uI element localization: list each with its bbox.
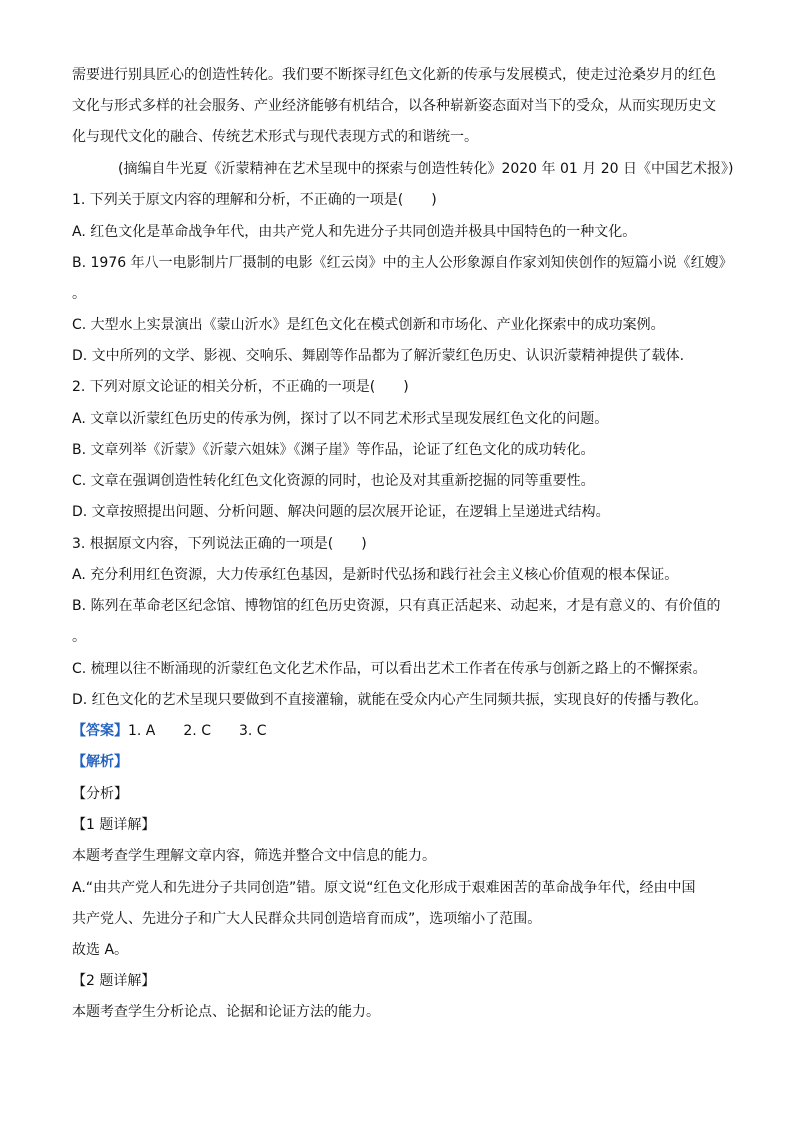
passage-line: 文化与形式多样的社会服务、产业经济能够有机结合，以各种崭新姿态面对当下的受众，从而实现历史文	[72, 98, 716, 114]
q3-stem: 3. 根据原文内容，下列说法正确的一项是( )	[72, 536, 367, 552]
q1-option-b: B. 1976 年八一电影制片厂摄制的电影《红云岗》中的主人公形象源自作家刘知侠创作的短篇小说《红嫂》	[72, 255, 733, 271]
q1-option-d: D. 文中所列的文学、影视、交响乐、舞剧等作品都为了解沂蒙红色历史、认识沂蒙精神提供了载体.	[72, 348, 685, 364]
fenxi-label: 【分析】	[72, 786, 128, 802]
source-citation: (摘编自牛光夏《沂蒙精神在艺术呈现中的探索与创造性转化》2020 年 01 月 20 日《中国艺术报》)	[118, 161, 734, 177]
q1-detail-label: 【1 题详解】	[72, 817, 156, 833]
answer-label: 【答案】	[72, 723, 128, 739]
passage-line: 需要进行别具匠心的创造性转化。我们要不断探寻红色文化新的传承与发展模式，使走过沧桑岁月的红色	[72, 67, 716, 83]
q3-option-d: D. 红色文化的艺术呈现只要做到不直接灌输，就能在受众内心产生同频共振，实现良好的传播与教化。	[72, 692, 708, 708]
q2-option-a: A. 文章以沂蒙红色历史的传承为例，探讨了以不同艺术形式呈现发展红色文化的问题。	[72, 411, 609, 427]
passage-line: 化与现代文化的融合、传统艺术形式与现代表现方式的和谐统一。	[72, 129, 478, 145]
q2-detail-label: 【2 题详解】	[72, 973, 156, 989]
q1-stem: 1. 下列关于原文内容的理解和分析，不正确的一项是( )	[72, 192, 437, 208]
q3-option-a: A. 充分利用红色资源，大力传承红色基因，是新时代弘扬和践行社会主义核心价值观的根本保证。	[72, 567, 679, 583]
q2-option-d: D. 文章按照提出问题、分析问题、解决问题的层次展开论证，在逻辑上呈递进式结构。	[72, 504, 610, 520]
q3-option-c: C. 梳理以往不断涌现的沂蒙红色文化艺术作品，可以看出艺术工作者在传承与创新之路上的不懈探索。	[72, 661, 707, 677]
q2-detail-line: 本题考查学生分析论点、论据和论证方法的能力。	[72, 1004, 380, 1020]
analysis-label: 【解析】	[72, 754, 128, 770]
q2-stem: 2. 下列对原文论证的相关分析，不正确的一项是( )	[72, 379, 409, 395]
q1-detail-line: 本题考查学生理解文章内容，筛选并整合文中信息的能力。	[72, 848, 436, 864]
answer-line	[72, 721, 726, 741]
q1-option-b-cont: 。	[72, 286, 86, 302]
answer-text: 1. A 2. C 3. C	[128, 723, 267, 739]
q1-option-c: C. 大型水上实景演出《蒙山沂水》是红色文化在模式创新和市场化、产业化探索中的成功案例。	[72, 317, 665, 333]
q1-detail-line: A.“由共产党人和先进分子共同创造”错。原文说“红色文化形成于艰难困苦的革命战争年代，经由中国	[72, 880, 696, 896]
q2-option-c: C. 文章在强调创造性转化红色文化资源的同时，也论及对其重新挖掘的同等重要性。	[72, 473, 595, 489]
q2-option-b: B. 文章列举《沂蒙》《沂蒙六姐妹》《渊子崖》等作品，论证了红色文化的成功转化。	[72, 442, 595, 458]
q3-option-b-cont: 。	[72, 629, 86, 645]
q1-detail-line: 故选 A。	[72, 942, 129, 958]
q1-option-a: A. 红色文化是革命战争年代，由共产党人和先进分子共同创造并极具中国特色的一种文化。	[72, 224, 637, 240]
q1-detail-line: 共产党人、先进分子和广大人民群众共同创造培育而成”，选项缩小了范围。	[72, 911, 542, 927]
q3-option-b: B. 陈列在革命老区纪念馆、博物馆的红色历史资源，只有真正活起来、动起来，才是有意义的、有价值的	[72, 598, 721, 614]
